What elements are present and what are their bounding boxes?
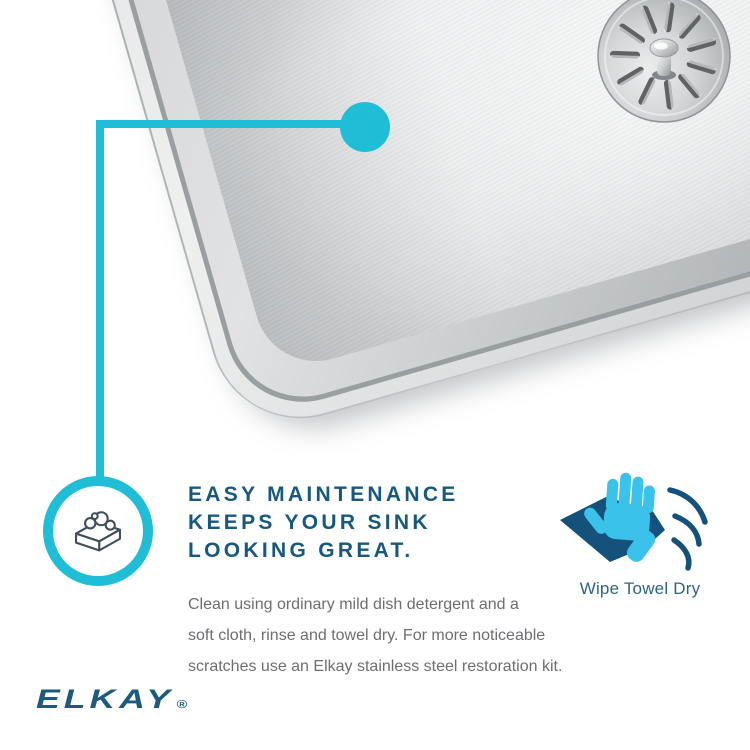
elkay-logo	[36, 684, 187, 715]
elkay-logo-text: ELKAY	[36, 684, 174, 714]
callout-line-horizontal	[96, 120, 368, 128]
registered-mark: ®	[176, 699, 188, 711]
wipe-towel-label: Wipe Towel Dry	[579, 579, 701, 598]
body-line: soft cloth, rinse and towel dry. For more noticeable	[188, 627, 546, 644]
soap-bar-icon	[67, 500, 129, 562]
body-line: Clean using ordinary mild dish detergent and a	[188, 596, 519, 613]
body-line: scratches use an Elkay stainless steel restoration kit.	[188, 658, 563, 675]
maintenance-heading	[188, 481, 459, 565]
maintenance-body	[188, 589, 562, 682]
heading-line: LOOKING GREAT.	[188, 539, 414, 562]
callout-dot	[340, 102, 390, 152]
soap-icon-ring	[43, 476, 153, 586]
heading-line: EASY MAINTENANCE	[188, 483, 459, 506]
heading-line: KEEPS YOUR SINK	[188, 511, 431, 534]
wipe-towel-icon	[558, 468, 722, 572]
wipe-towel-badge	[558, 468, 722, 599]
callout-line-vertical	[96, 120, 104, 478]
sink-drain-icon	[594, 0, 734, 126]
motion-lines-icon	[670, 490, 705, 568]
